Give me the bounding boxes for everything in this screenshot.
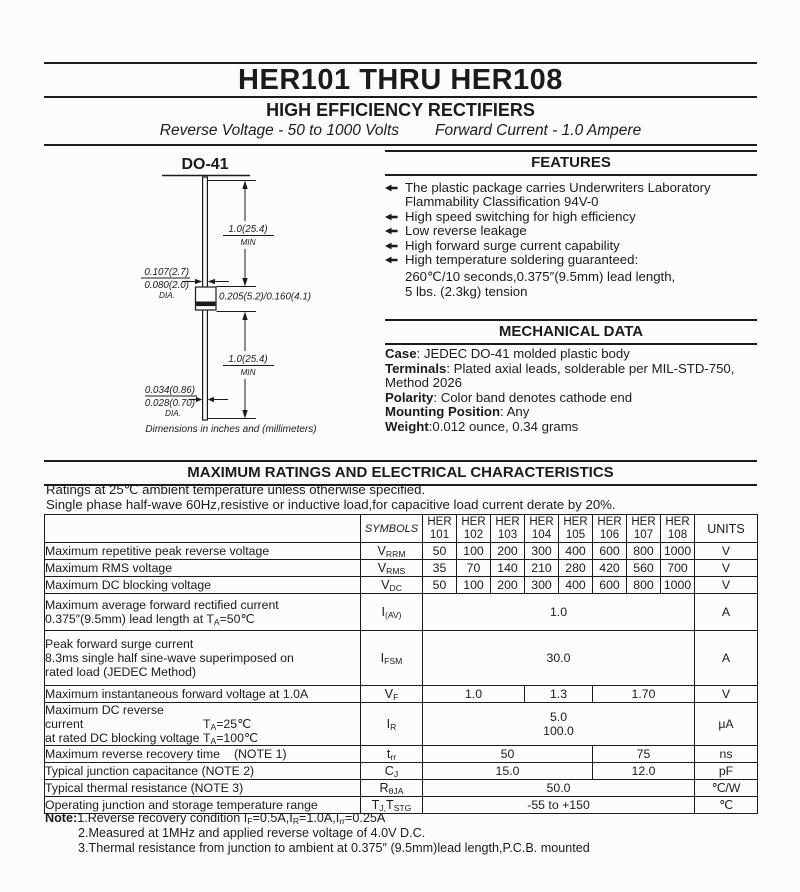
value-cell: 15.0: [423, 763, 593, 780]
mech-polarity-line: Polarity: Color band denotes cathode end: [385, 389, 633, 405]
mech-terminals-line: Terminals: Plated axial leads, solderable per MIL-STD-750,: [385, 360, 735, 376]
feature-item: [385, 181, 757, 210]
value-cell: 800: [627, 577, 661, 594]
unit-cell: ℃/W: [695, 780, 758, 797]
value-cell: 200: [491, 543, 525, 560]
value-cell: 70: [457, 560, 491, 577]
feature-item: [385, 239, 757, 253]
model-header-cell: HER 101: [423, 515, 457, 543]
body-dimension-label: 0.205(5.2)/0.160(4.1): [219, 291, 312, 303]
page-title: HER101 THRU HER108: [238, 64, 563, 96]
top-lead-length-label: 1.0(25.4): [228, 224, 268, 235]
symbol-cell: $V_{RMS}$: [361, 560, 423, 577]
value-cell: 1.0: [423, 686, 525, 703]
arrow-bullet-icon: [385, 242, 398, 250]
value-cell: 5.0 100.0: [423, 703, 695, 746]
ratings-condition-line: Single phase half-wave 60Hz,resistive or inductive load,for capacitive load current derate by 20%.: [46, 496, 616, 512]
feature-text: High speed switching for high efficiency: [405, 208, 636, 224]
symbol-cell: $C_J$: [361, 763, 423, 780]
table-row-vrrm: [45, 543, 758, 560]
symbol-cell: $V_F$: [361, 686, 423, 703]
value-cell: 100: [457, 577, 491, 594]
tagline-forward-current: Forward Current - 1.0 Ampere: [435, 122, 642, 139]
unit-cell: pF: [695, 763, 758, 780]
page-subtitle: HIGH EFFICIENCY RECTIFIERS: [266, 100, 535, 120]
feature-item: [385, 224, 757, 238]
bottom-min-label: MIN: [240, 368, 256, 377]
symbol-cell: $R_{\theta JA}$: [361, 780, 423, 797]
unit-cell: A: [695, 594, 758, 631]
upper-dia-min-label: 0.080(2.0): [144, 280, 189, 291]
value-cell: 30.0: [423, 631, 695, 686]
param-cell: Maximum DC blocking voltage: [45, 577, 361, 594]
lower-dia-max-label: 0.034(0.86): [144, 385, 195, 396]
footnote-line-2: 2.Measured at 1MHz and applied reverse voltage of 4.0V D.C.: [78, 826, 426, 840]
lower-dia-min-label: 0.028(0.70): [144, 398, 195, 409]
unit-cell: μA: [695, 703, 758, 746]
table-header-row: [45, 515, 758, 543]
model-header-cell: HER 106: [593, 515, 627, 543]
value-cell: 140: [491, 560, 525, 577]
value-cell: 12.0: [593, 763, 695, 780]
footnote-line-1: Note:1.Reverse recovery condition $I_F=0.5A,I_R=1.0A,I_{rr}=0.25A$: [45, 811, 386, 826]
page-tagline: [44, 122, 757, 140]
symbols-header-cell: SYMBOLS: [361, 515, 423, 543]
feature-text: High temperature soldering guaranteed:: [405, 252, 639, 268]
param-cell: Maximum average forward rectified current 0.375″(9.5mm) lead length at $T_A=50℃$: [45, 594, 361, 631]
feature-item: [385, 253, 757, 267]
value-cell: 1000: [661, 543, 695, 560]
unit-cell: V: [695, 560, 758, 577]
arrow-bullet-icon: [385, 227, 398, 235]
symbol-cell: $I_R$: [361, 703, 423, 746]
value-cell: 280: [559, 560, 593, 577]
symbol-cell: $V_{RRM}$: [361, 543, 423, 560]
units-header-cell: UNITS: [695, 515, 758, 543]
param-header-cell: [45, 515, 361, 543]
param-cell: Typical junction capacitance (NOTE 2): [45, 763, 361, 780]
table-row-trr: [45, 746, 758, 763]
unit-cell: V: [695, 543, 758, 560]
features-list: [385, 181, 757, 299]
top-min-label: MIN: [240, 238, 256, 247]
value-cell: 75: [593, 746, 695, 763]
electrical-characteristics-table: [44, 514, 758, 814]
feature-continuation: 260℃/10 seconds,0.375″(9.5mm) lead length,: [405, 269, 676, 285]
upper-dia-text-label: DIA.: [159, 291, 175, 300]
table-row-vf: [45, 686, 758, 703]
model-header-cell: HER 107: [627, 515, 661, 543]
features-heading: FEATURES: [385, 150, 757, 176]
unit-cell: V: [695, 686, 758, 703]
feature-text: High forward surge current capability: [405, 237, 620, 253]
table-row-ifsm: [45, 631, 758, 686]
bottom-lead-length-label: 1.0(25.4): [228, 354, 268, 365]
param-cell: Maximum RMS voltage: [45, 560, 361, 577]
param-cell: Peak forward surge current 8.3ms single half sine-wave superimposed on rated load (JEDEC Method): [45, 631, 361, 686]
symbol-cell: $I_{FSM}$: [361, 631, 423, 686]
divider: [44, 96, 757, 98]
cathode-band: [196, 302, 215, 307]
symbol-cell: $V_{DC}$: [361, 577, 423, 594]
value-cell: 1.3: [525, 686, 593, 703]
mechanical-data-heading: MECHANICAL DATA: [385, 319, 757, 345]
arrow-bullet-icon: [385, 213, 398, 221]
table-row-cj: [45, 763, 758, 780]
value-cell: 35: [423, 560, 457, 577]
value-cell: -55 to +150: [423, 797, 695, 814]
unit-cell: ns: [695, 746, 758, 763]
value-cell: 1.70: [593, 686, 695, 703]
value-cell: 100: [457, 543, 491, 560]
value-cell: 400: [559, 543, 593, 560]
arrow-bullet-icon: [385, 184, 398, 192]
symbol-cell: $I_{(AV)}$: [361, 594, 423, 631]
value-cell: 50.0: [423, 780, 695, 797]
value-cell: 700: [661, 560, 695, 577]
feature-item: [385, 210, 757, 224]
table-row-ir: [45, 703, 758, 746]
model-header-cell: HER 103: [491, 515, 525, 543]
arrow-bullet-icon: [385, 256, 398, 264]
value-cell: 300: [525, 543, 559, 560]
value-cell: 210: [525, 560, 559, 577]
unit-cell: V: [695, 577, 758, 594]
value-cell: 50: [423, 746, 593, 763]
value-cell: 50: [423, 543, 457, 560]
value-cell: 300: [525, 577, 559, 594]
model-header-cell: HER 108: [661, 515, 695, 543]
symbol-cell: $T_{J,}T_{STG}$: [361, 797, 423, 814]
value-cell: 800: [627, 543, 661, 560]
ratings-condition-line: Ratings at 25℃ ambient temperature unless otherwise specified.: [46, 482, 426, 497]
table-row-vdc: [45, 577, 758, 594]
footnote-line-3: 3.Thermal resistance from junction to ambient at 0.375″ (9.5mm)lead length,P.C.B. mounted: [78, 841, 590, 855]
tagline-reverse-voltage: Reverse Voltage - 50 to 1000 Volts: [159, 122, 400, 139]
diagram-title: DO-41: [181, 156, 229, 173]
model-header-cell: HER 102: [457, 515, 491, 543]
value-cell: 560: [627, 560, 661, 577]
mech-terminals-line2: Method 2026: [385, 375, 462, 391]
lower-dia-text-label: DIA.: [165, 409, 181, 418]
param-cell: Maximum instantaneous forward voltage at 1.0A: [45, 686, 361, 703]
feature-continuation: 5 lbs. (2.3kg) tension: [405, 283, 528, 299]
value-cell: 1000: [661, 577, 695, 594]
model-header-cell: HER 105: [559, 515, 593, 543]
max-ratings-heading: MAXIMUM RATINGS AND ELECTRICAL CHARACTERISTICS: [44, 460, 757, 486]
ratings-description: [46, 483, 758, 512]
mech-case-line: Case: JEDEC DO-41 molded plastic body: [385, 346, 630, 361]
unit-cell: A: [695, 631, 758, 686]
param-cell: Maximum repetitive peak reverse voltage: [45, 543, 361, 560]
symbol-cell: $t_{rr}$: [361, 746, 423, 763]
divider: [44, 144, 757, 146]
diode-body: [196, 287, 217, 310]
value-cell: 400: [559, 577, 593, 594]
mechanical-data-body: [385, 347, 757, 435]
table-row-vrms: [45, 560, 758, 577]
upper-dia-max-label: 0.107(2.7): [144, 267, 189, 278]
diagram-caption: Dimensions in inches and (millimeters): [145, 424, 317, 435]
unit-cell: ℃: [695, 797, 758, 814]
param-cell: Maximum DC reverse current $T_A=25℃$ at rated DC blocking voltage $T_A=100℃$: [45, 703, 361, 746]
do41-package-diagram: [85, 148, 377, 444]
mech-weight-line: Weight:0.012 ounce, 0.34 grams: [385, 418, 579, 434]
value-cell: 600: [593, 577, 627, 594]
param-cell: Typical thermal resistance (NOTE 3): [45, 780, 361, 797]
model-header-cell: HER 104: [525, 515, 559, 543]
param-cell: Maximum reverse recovery time (NOTE 1): [45, 746, 361, 763]
value-cell: 50: [423, 577, 457, 594]
table-row-iav: [45, 594, 758, 631]
feature-text: Low reverse leakage: [405, 223, 527, 239]
value-cell: 1.0: [423, 594, 695, 631]
value-cell: 420: [593, 560, 627, 577]
table-row-rthja: [45, 780, 758, 797]
feature-text: The plastic package carries Underwriters Laboratory Flammability Classification 94V-0: [405, 180, 711, 210]
param-cell: Operating junction and storage temperature range: [45, 797, 361, 814]
footnotes: [45, 811, 758, 856]
value-cell: 600: [593, 543, 627, 560]
value-cell: 200: [491, 577, 525, 594]
mech-mounting-line: Mounting Position: Any: [385, 404, 530, 420]
